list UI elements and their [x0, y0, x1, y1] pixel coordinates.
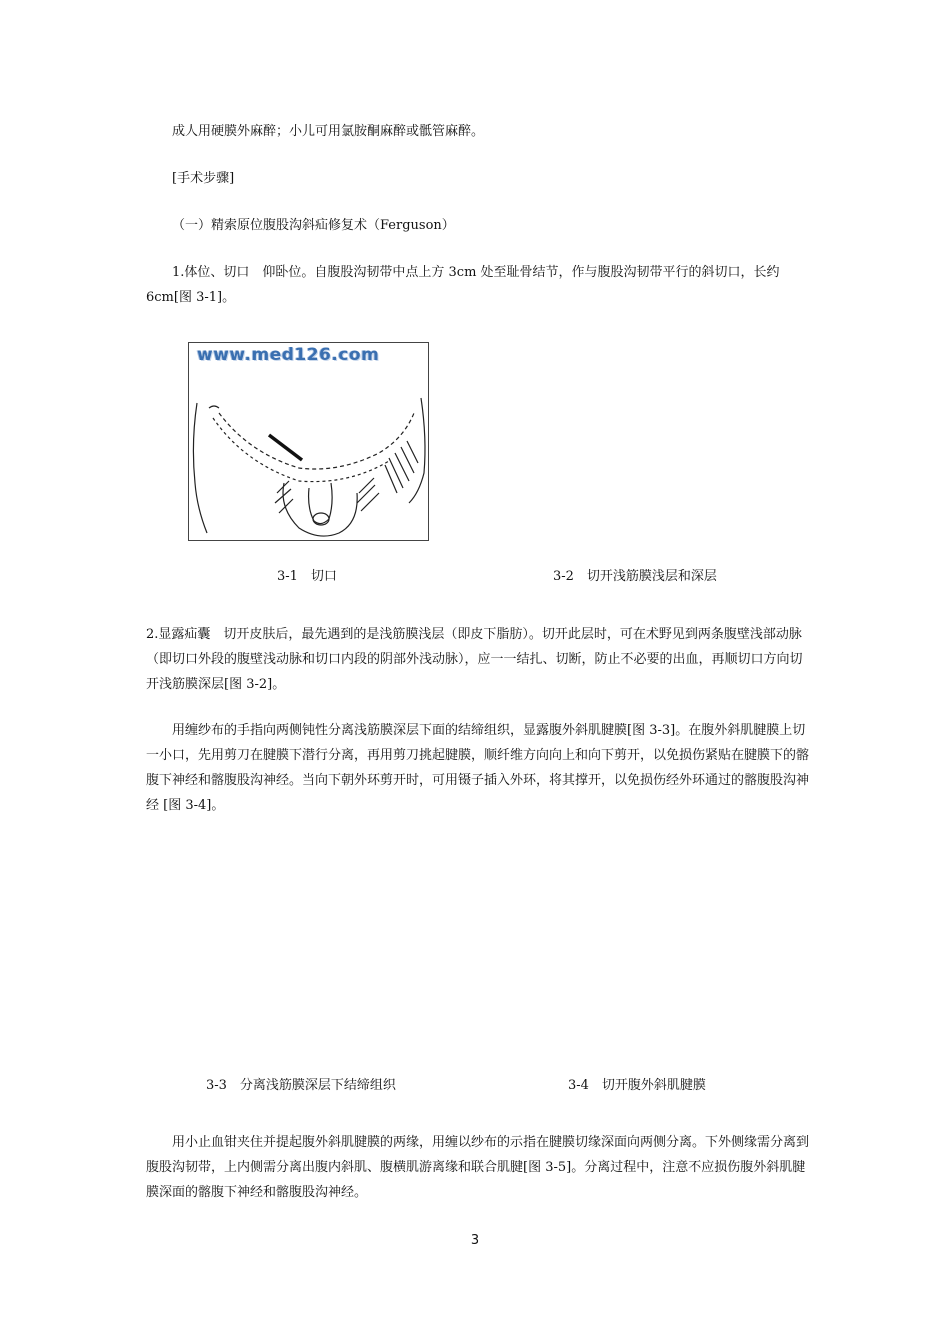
- paragraph-step1: 1.体位、切口 仰卧位。自腹股沟韧带中点上方 3cm 处至耻骨结节，作与腹股沟韧带平行的斜切口，长约 6cm[图 3-1]。: [146, 265, 780, 305]
- procedure-title: （一）精索原位腹股沟斜疝修复术（Ferguson）: [172, 218, 455, 233]
- caption-fig-3-1: 3-1 切口: [277, 569, 337, 584]
- steps-heading: [手术步骤]: [172, 171, 235, 186]
- figure-3-1-image: [188, 342, 429, 541]
- paragraph-step2c: 用小止血钳夹住并提起腹外斜肌腱膜的两缘，用缠以纱布的示指在腱膜切缘深面向两侧分离。下外侧缘需分离到腹股沟韧带，上内侧需分离出腹内斜肌、腹横肌游离缘和联合肌腱[图 3-5]。分离过程中，注意不应损伤腹外斜肌腱膜深面的髂腹下神经和髂腹股沟神经。: [146, 1135, 810, 1200]
- caption-fig-3-3: 3-3 分离浅筋膜深层下结缔组织: [206, 1078, 396, 1093]
- paragraph-anesthesia: 成人用硬膜外麻醉；小儿可用氯胺酮麻醉或骶管麻醉。: [172, 124, 485, 139]
- incision-illustration: [189, 343, 429, 541]
- caption-fig-3-2: 3-2 切开浅筋膜浅层和深层: [553, 569, 717, 584]
- caption-fig-3-4: 3-4 切开腹外斜肌腱膜: [568, 1078, 706, 1093]
- watermark-text: www.med126.com: [197, 345, 380, 365]
- paragraph-step2b: 用缠纱布的手指向两侧钝性分离浅筋膜深层下面的结缔组织，显露腹外斜肌腱膜[图 3-3]。在腹外斜肌腱膜上切一小口，先用剪刀在腱膜下潜行分离，再用剪刀挑起腱膜，顺纤维方向向上和向下剪开，以免损伤紧贴在腱膜下的髂腹下神经和髂腹股沟神经。当向下朝外环剪开时，可用镊子插入外环，将其撑开，以免损伤经外环通过的髂腹股沟神经 [图 3-4]。: [146, 723, 810, 813]
- paragraph-step2: 2.显露疝囊 切开皮肤后，最先遇到的是浅筋膜浅层（即皮下脂肪）。切开此层时，可在术野见到两条腹壁浅部动脉（即切口外段的腹壁浅动脉和切口内段的阴部外浅动脉），应一一结扎、切断，防止不必要的出血，再顺切口方向切开浅筋膜深层[图 3-2]。: [146, 627, 803, 692]
- page-number: 3: [470, 1233, 480, 1248]
